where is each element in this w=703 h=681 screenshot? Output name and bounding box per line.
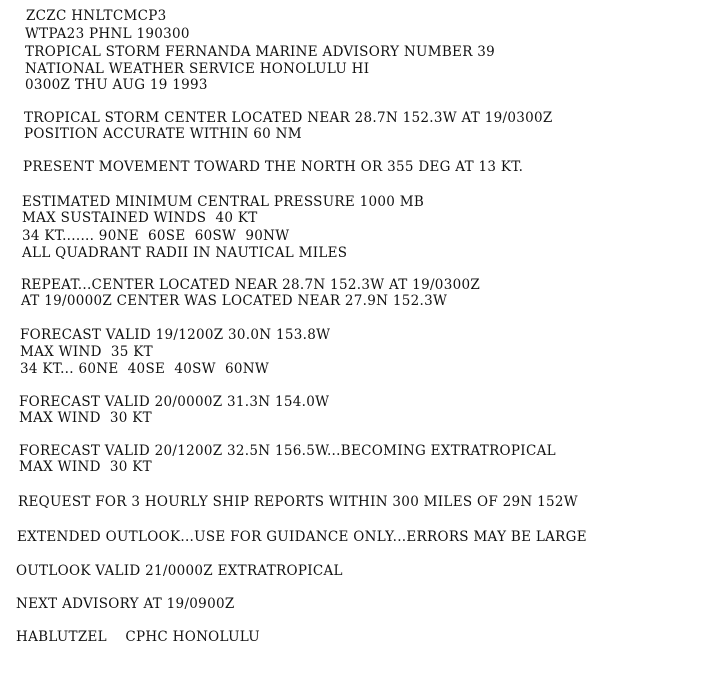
forecast-1-line-3: 34 KT... 60NE 40SE 40SW 60NW xyxy=(20,361,270,377)
forecast-3-line-2: MAX WIND 30 KT xyxy=(19,459,152,475)
header-line-4: NATIONAL WEATHER SERVICE HONOLULU HI xyxy=(25,61,370,77)
forecast-2-line-1: FORECAST VALID 20/0000Z 31.3N 154.0W xyxy=(19,394,330,410)
forecast-2-line-2: MAX WIND 30 KT xyxy=(19,410,152,426)
forecast-1-line-1: FORECAST VALID 19/1200Z 30.0N 153.8W xyxy=(20,327,331,343)
next-advisory-line: NEXT ADVISORY AT 19/0900Z xyxy=(16,596,235,612)
center-line-1: TROPICAL STORM CENTER LOCATED NEAR 28.7N 152.3W AT 19/0300Z xyxy=(24,110,553,126)
repeat-line-1: REPEAT...CENTER LOCATED NEAR 28.7N 152.3W AT 19/0300Z xyxy=(21,277,481,293)
header-line-2: WTPA23 PHNL 190300 xyxy=(25,26,190,42)
intensity-line-1: ESTIMATED MINIMUM CENTRAL PRESSURE 1000 MB xyxy=(22,194,425,210)
signature-line: HABLUTZEL CPHC HONOLULU xyxy=(16,629,260,645)
outlook-valid-line: OUTLOOK VALID 21/0000Z EXTRATROPICAL xyxy=(16,563,343,579)
forecast-3-line-1: FORECAST VALID 20/1200Z 32.5N 156.5W...BECOMING EXTRATROPICAL xyxy=(19,443,556,459)
intensity-line-2: MAX SUSTAINED WINDS 40 KT xyxy=(22,210,258,226)
forecast-1-line-2: MAX WIND 35 KT xyxy=(20,344,153,360)
request-line: REQUEST FOR 3 HOURLY SHIP REPORTS WITHIN 300 MILES OF 29N 152W xyxy=(18,494,578,510)
header-line-5: 0300Z THU AUG 19 1993 xyxy=(25,77,208,93)
header-line-1: ZCZC HNLTCMCP3 xyxy=(26,8,167,24)
movement-line: PRESENT MOVEMENT TOWARD THE NORTH OR 355 DEG AT 13 KT. xyxy=(23,159,524,175)
center-line-2: POSITION ACCURATE WITHIN 60 NM xyxy=(24,126,302,142)
repeat-line-2: AT 19/0000Z CENTER WAS LOCATED NEAR 27.9N 152.3W xyxy=(21,293,448,309)
intensity-line-4: ALL QUADRANT RADII IN NAUTICAL MILES xyxy=(22,245,348,261)
header-line-3: TROPICAL STORM FERNANDA MARINE ADVISORY NUMBER 39 xyxy=(25,44,496,60)
intensity-line-3: 34 KT....... 90NE 60SE 60SW 90NW xyxy=(22,228,290,244)
outlook-note-line: EXTENDED OUTLOOK...USE FOR GUIDANCE ONLY...ERRORS MAY BE LARGE xyxy=(17,529,587,545)
